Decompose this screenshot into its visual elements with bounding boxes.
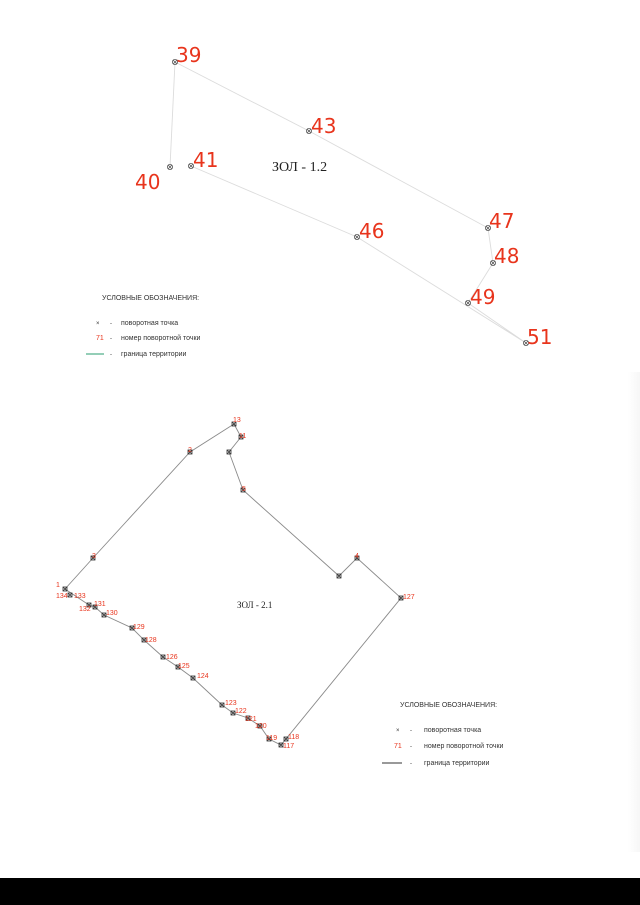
point-label: 133	[74, 593, 86, 600]
point-label: 3	[92, 553, 96, 560]
point-label: 51	[527, 325, 553, 349]
point-label: 46	[359, 219, 385, 243]
turning-point-marker	[227, 450, 231, 454]
point-label: 47	[489, 209, 515, 233]
scan-bottom-border	[0, 878, 640, 905]
turning-point-marker	[220, 703, 224, 707]
point-label: 1	[56, 582, 60, 589]
legend-top	[86, 295, 201, 358]
turning-point-markers	[63, 422, 403, 747]
legend-heading: УСЛОВНЫЕ ОБОЗНАЧЕНИЯ:	[400, 702, 498, 709]
zone-2-1-boundary	[65, 424, 401, 745]
legend-dash: -	[410, 728, 412, 734]
point-label: 118	[288, 734, 300, 741]
point-label: 122	[235, 708, 247, 715]
legend-heading: УСЛОВНЫЕ ОБОЗНАЧЕНИЯ:	[102, 295, 200, 302]
point-label: 40	[135, 170, 161, 194]
point-label: 123	[225, 700, 237, 707]
point-label: 125	[178, 663, 190, 670]
legend-label: номер поворотной точки	[424, 743, 504, 750]
point-label: 2	[188, 447, 192, 454]
zone-2-1	[56, 417, 415, 750]
point-label: 43	[311, 114, 337, 138]
point-label: 131	[94, 601, 106, 608]
turning-point-marker	[63, 587, 67, 591]
point-label: 126	[166, 654, 178, 661]
point-label: 127	[403, 594, 415, 601]
point-label: 117	[283, 743, 295, 750]
point-label: 128	[145, 637, 157, 644]
point-label: 49	[470, 285, 496, 309]
legend-label: поворотная точка	[121, 320, 179, 327]
point-label: 5	[242, 486, 246, 493]
point-label: 132	[79, 606, 91, 613]
zone-1-2-boundary	[170, 62, 175, 167]
point-label: 13	[233, 417, 241, 424]
point-label: 120	[255, 723, 267, 730]
point-label: 134	[56, 593, 68, 600]
legend-label: граница территории	[121, 351, 187, 358]
legend-symbol-number: 71	[394, 743, 402, 750]
legend-dash: -	[410, 761, 412, 767]
turning-point-marker	[68, 593, 72, 597]
legend-bottom	[382, 702, 504, 767]
point-label: 130	[106, 610, 118, 617]
legend-dash: -	[110, 352, 112, 358]
legend-label: граница территории	[424, 760, 490, 767]
zone-title: ЗОЛ - 2.1	[237, 600, 273, 610]
point-label: 11	[239, 433, 247, 440]
legend-symbol-number: 71	[96, 335, 104, 342]
point-label: 39	[176, 43, 202, 67]
turning-point-marker	[161, 655, 165, 659]
turning-point-marker	[191, 676, 195, 680]
point-label: 119	[266, 735, 278, 742]
point-label: 129	[133, 624, 145, 631]
point-label: 41	[193, 148, 219, 172]
legend-symbol-point: ×	[96, 321, 100, 327]
legend-dash: -	[410, 744, 412, 750]
scan-edge-shadow	[628, 372, 640, 852]
point-label: 4	[355, 553, 359, 560]
zone-1-2	[135, 43, 552, 349]
legend-label: номер поворотной точки	[121, 335, 201, 342]
legend-dash: -	[110, 336, 112, 342]
point-label: 124	[197, 673, 209, 680]
zone-title: ЗОЛ - 1.2	[272, 160, 328, 175]
legend-dash: -	[110, 321, 112, 327]
turning-point-marker	[337, 574, 341, 578]
legend-label: поворотная точка	[424, 727, 482, 734]
point-label: 48	[494, 244, 520, 268]
legend-symbol-point: ×	[396, 728, 400, 734]
point-label: 121	[245, 716, 257, 723]
